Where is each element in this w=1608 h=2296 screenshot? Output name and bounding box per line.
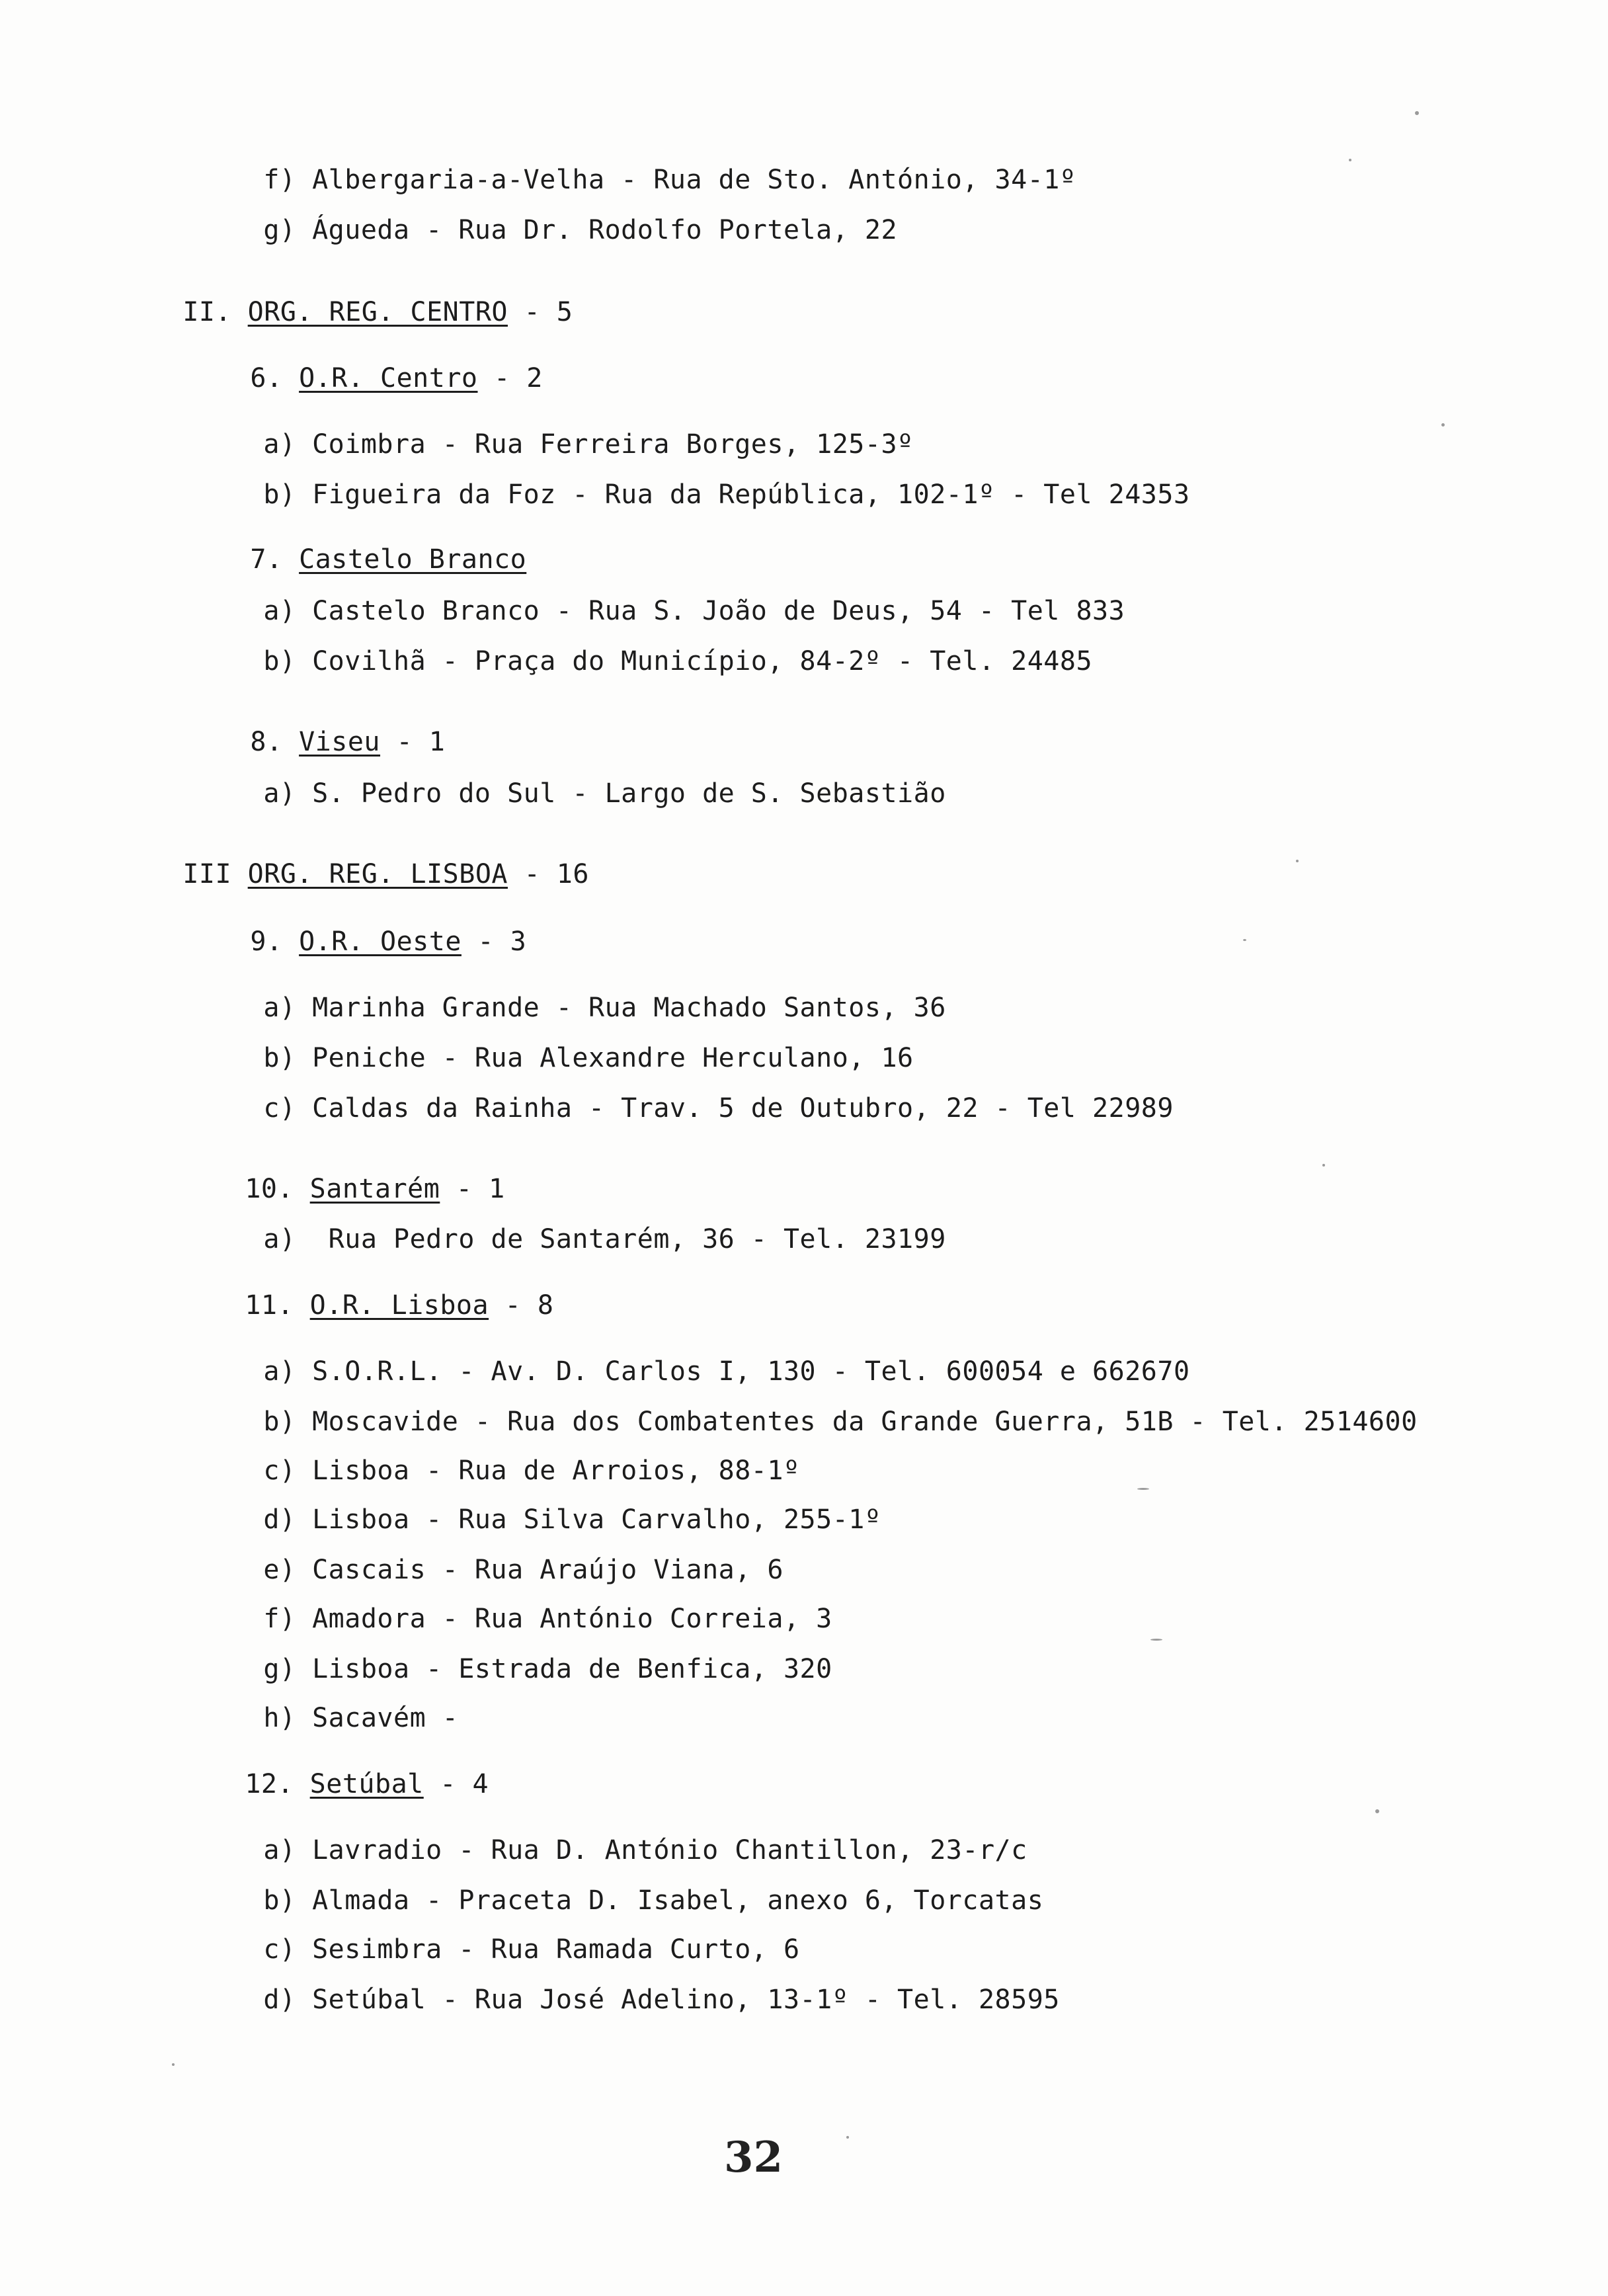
- scan-speck: [172, 2063, 175, 2066]
- subsection-heading: 7. Castelo Branco: [250, 544, 527, 575]
- address-line: d) Setúbal - Rua José Adelino, 13-1º - Tel. 28595: [263, 1985, 1060, 2015]
- address-line: b) Almada - Praceta D. Isabel, anexo 6, Torcatas: [263, 1885, 1044, 1916]
- subsection-heading: 9. O.R. Oeste - 3: [250, 926, 527, 957]
- address-line: b) Covilhã - Praça do Município, 84-2º - Tel. 24485: [263, 646, 1093, 676]
- subsection-heading: 11. O.R. Lisboa - 8: [245, 1290, 554, 1321]
- scan-speck: [1415, 111, 1419, 115]
- scan-speck: [1296, 860, 1299, 862]
- section-heading: II. ORG. REG. CENTRO - 5: [182, 297, 573, 327]
- subsection-heading: 10. Santarém - 1: [245, 1174, 505, 1204]
- address-line: b) Figueira da Foz - Rua da República, 102-1º - Tel 24353: [263, 479, 1190, 510]
- address-line: a) Castelo Branco - Rua S. João de Deus, 54 - Tel 833: [263, 596, 1125, 626]
- address-line: a) Coimbra - Rua Ferreira Borges, 125-3º: [263, 429, 914, 460]
- subsection-heading: 12. Setúbal - 4: [245, 1769, 489, 1799]
- scan-speck: [846, 2136, 849, 2139]
- section-heading: III ORG. REG. LISBOA - 16: [182, 859, 589, 889]
- address-line: g) Águeda - Rua Dr. Rodolfo Portela, 22: [263, 215, 898, 245]
- address-line: a) Marinha Grande - Rua Machado Santos, 36: [263, 993, 946, 1023]
- page-number: 32: [724, 2133, 784, 2182]
- address-line: b) Moscavide - Rua dos Combatentes da Grande Guerra, 51B - Tel. 2514600: [263, 1407, 1418, 1437]
- address-line: f) Amadora - Rua António Correia, 3: [263, 1604, 832, 1634]
- address-line: f) Albergaria-a-Velha - Rua de Sto. António, 34-1º: [263, 165, 1076, 195]
- scan-speck: [1243, 939, 1246, 941]
- address-line: a) S. Pedro do Sul - Largo de S. Sebastião: [263, 778, 946, 809]
- address-line: a) Rua Pedro de Santarém, 36 - Tel. 23199: [263, 1224, 946, 1254]
- address-line: a) Lavradio - Rua D. António Chantillon, 23-r/c: [263, 1835, 1027, 1866]
- address-line: a) S.O.R.L. - Av. D. Carlos I, 130 - Tel. 600054 e 662670: [263, 1356, 1190, 1387]
- address-line: c) Sesimbra - Rua Ramada Curto, 6: [263, 1934, 800, 1965]
- scan-speck: [1349, 159, 1351, 161]
- scan-speck: [1441, 423, 1445, 427]
- address-line: h) Sacavém -: [263, 1703, 459, 1733]
- scan-speck: [1375, 1809, 1379, 1813]
- scan-speck: [1150, 1639, 1162, 1641]
- subsection-heading: 6. O.R. Centro - 2: [250, 363, 543, 393]
- address-line: c) Lisboa - Rua de Arroios, 88-1º: [263, 1456, 800, 1486]
- address-line: c) Caldas da Rainha - Trav. 5 de Outubro, 22 - Tel 22989: [263, 1093, 1174, 1124]
- subsection-heading: 8. Viseu - 1: [250, 727, 446, 757]
- address-line: b) Peniche - Rua Alexandre Herculano, 16: [263, 1043, 914, 1073]
- scan-speck: [1322, 1164, 1325, 1167]
- address-line: d) Lisboa - Rua Silva Carvalho, 255-1º: [263, 1504, 881, 1535]
- scan-speck: [1137, 1488, 1149, 1490]
- address-line: e) Cascais - Rua Araújo Viana, 6: [263, 1555, 784, 1585]
- address-line: g) Lisboa - Estrada de Benfica, 320: [263, 1654, 832, 1684]
